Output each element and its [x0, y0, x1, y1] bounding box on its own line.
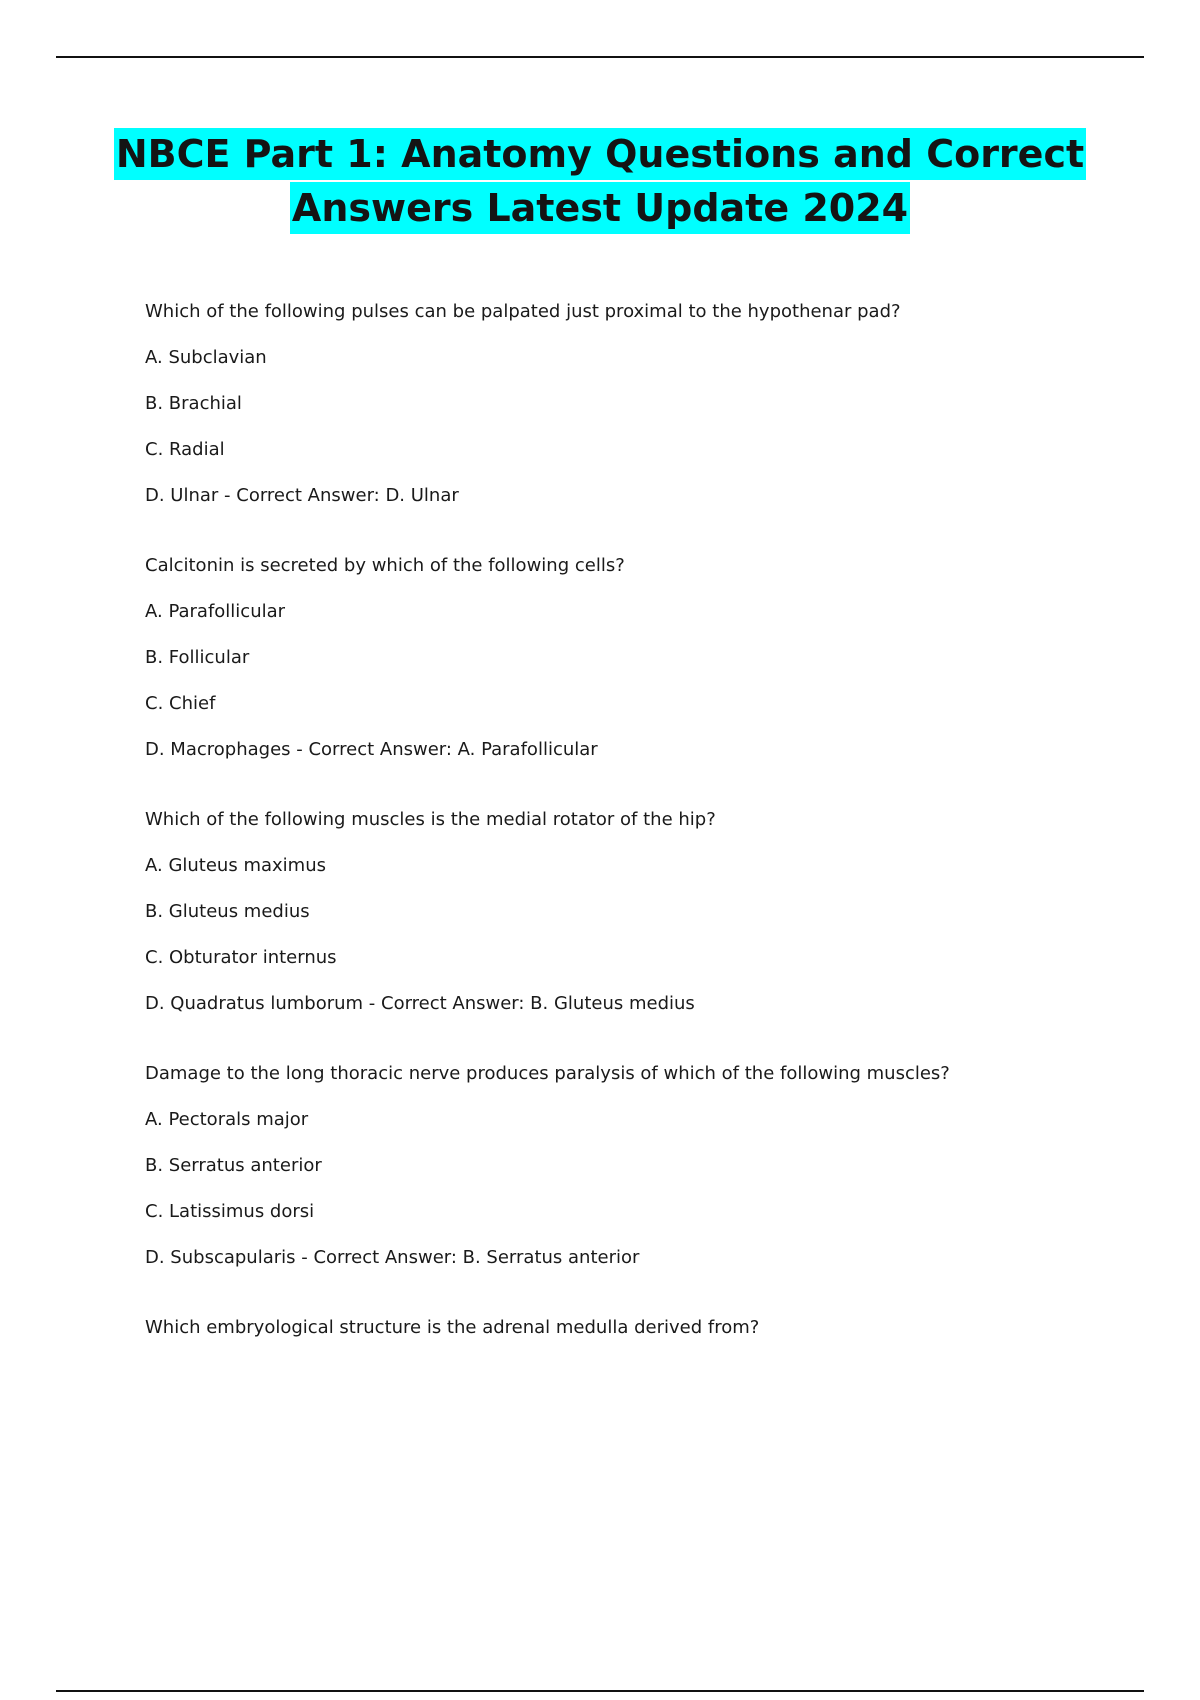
title-line-1: NBCE Part 1: Anatomy Questions and Correct: [114, 128, 1086, 180]
answer-option: A. Parafollicular: [145, 601, 286, 622]
question-stem: Which embryological structure is the adrenal medulla derived from?: [145, 1317, 760, 1338]
answer-option: C. Chief: [145, 693, 216, 714]
answer-option: A. Pectorals major: [145, 1109, 309, 1130]
page-bottom-rule: [56, 1690, 1144, 1692]
question-stem: Calcitonin is secreted by which of the following cells?: [145, 555, 625, 576]
question-list: [145, 300, 1105, 1386]
answer-option: A. Subclavian: [145, 347, 267, 368]
question-stem: Damage to the long thoracic nerve produces paralysis of which of the following muscles?: [145, 1063, 950, 1084]
page-title: [0, 128, 1200, 236]
answer-option-with-correct-answer: D. Subscapularis - Correct Answer: B. Serratus anterior: [145, 1247, 640, 1268]
question-block: [145, 1316, 1105, 1340]
answer-option: B. Gluteus medius: [145, 901, 310, 922]
answer-option-with-correct-answer: D. Ulnar - Correct Answer: D. Ulnar: [145, 485, 459, 506]
answer-option: B. Brachial: [145, 393, 242, 414]
answer-option-with-correct-answer: D. Quadratus lumborum - Correct Answer: B. Gluteus medius: [145, 993, 695, 1014]
answer-option: B. Follicular: [145, 647, 250, 668]
question-block: [145, 554, 1105, 762]
answer-option: C. Latissimus dorsi: [145, 1201, 315, 1222]
answer-option: C. Radial: [145, 439, 225, 460]
question-block: [145, 808, 1105, 1016]
page-top-rule: [56, 56, 1144, 58]
question-block: [145, 1062, 1105, 1270]
answer-option-with-correct-answer: D. Macrophages - Correct Answer: A. Parafollicular: [145, 739, 598, 760]
question-stem: Which of the following muscles is the medial rotator of the hip?: [145, 809, 716, 830]
answer-option: B. Serratus anterior: [145, 1155, 322, 1176]
question-block: [145, 300, 1105, 508]
answer-option: C. Obturator internus: [145, 947, 337, 968]
title-line-2: Answers Latest Update 2024: [290, 182, 910, 234]
answer-option: A. Gluteus maximus: [145, 855, 326, 876]
question-stem: Which of the following pulses can be palpated just proximal to the hypothenar pad?: [145, 301, 901, 322]
